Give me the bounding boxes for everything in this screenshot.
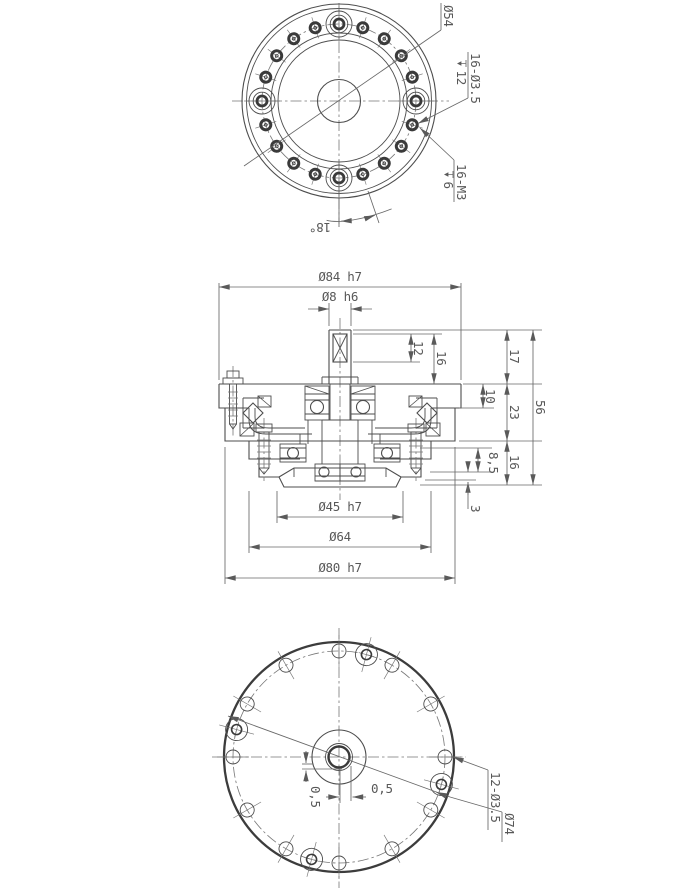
dim-offset-vertical: 0,5	[308, 786, 323, 808]
dim-dia-mid: Ø64	[329, 529, 351, 544]
depth-value: 6	[441, 181, 456, 189]
dim-dia-top-flange: Ø84 h7	[318, 269, 362, 284]
dim-height-total: 56	[533, 400, 548, 415]
dim-tapped-holes-label: 16-M3	[454, 164, 469, 201]
dim-bottom-bolt-circle: Ø74	[502, 813, 517, 835]
dim-height-bearing: 8,5	[486, 452, 501, 474]
dim-height-step: 10	[483, 389, 498, 404]
dim-dia-spigot: Ø45 h7	[318, 499, 362, 514]
dim-dia-shaft: Ø8 h6	[321, 289, 359, 304]
dim-bottom-holes: 12-Ø3.5	[488, 772, 503, 823]
dim-bolt-circle-label: Ø54	[441, 5, 456, 27]
dim-height-recess: 3	[468, 505, 483, 513]
dim-shaft-proud: 16	[434, 351, 449, 366]
dim-offset-horizontal: 0,5	[371, 781, 393, 796]
depth-value: 12	[454, 70, 469, 85]
dim-dia-bottom-flange: Ø80 h7	[318, 560, 362, 575]
dim-key-length: 12	[411, 341, 426, 356]
dim-counterbore-holes-label: 16-Ø3.5	[468, 53, 483, 104]
dim-hole-angle-label: 18°	[309, 220, 331, 235]
dim-height-top: 17	[507, 349, 522, 364]
dim-height-mid: 23	[507, 405, 522, 420]
dim-height-bottom: 16	[507, 455, 522, 470]
